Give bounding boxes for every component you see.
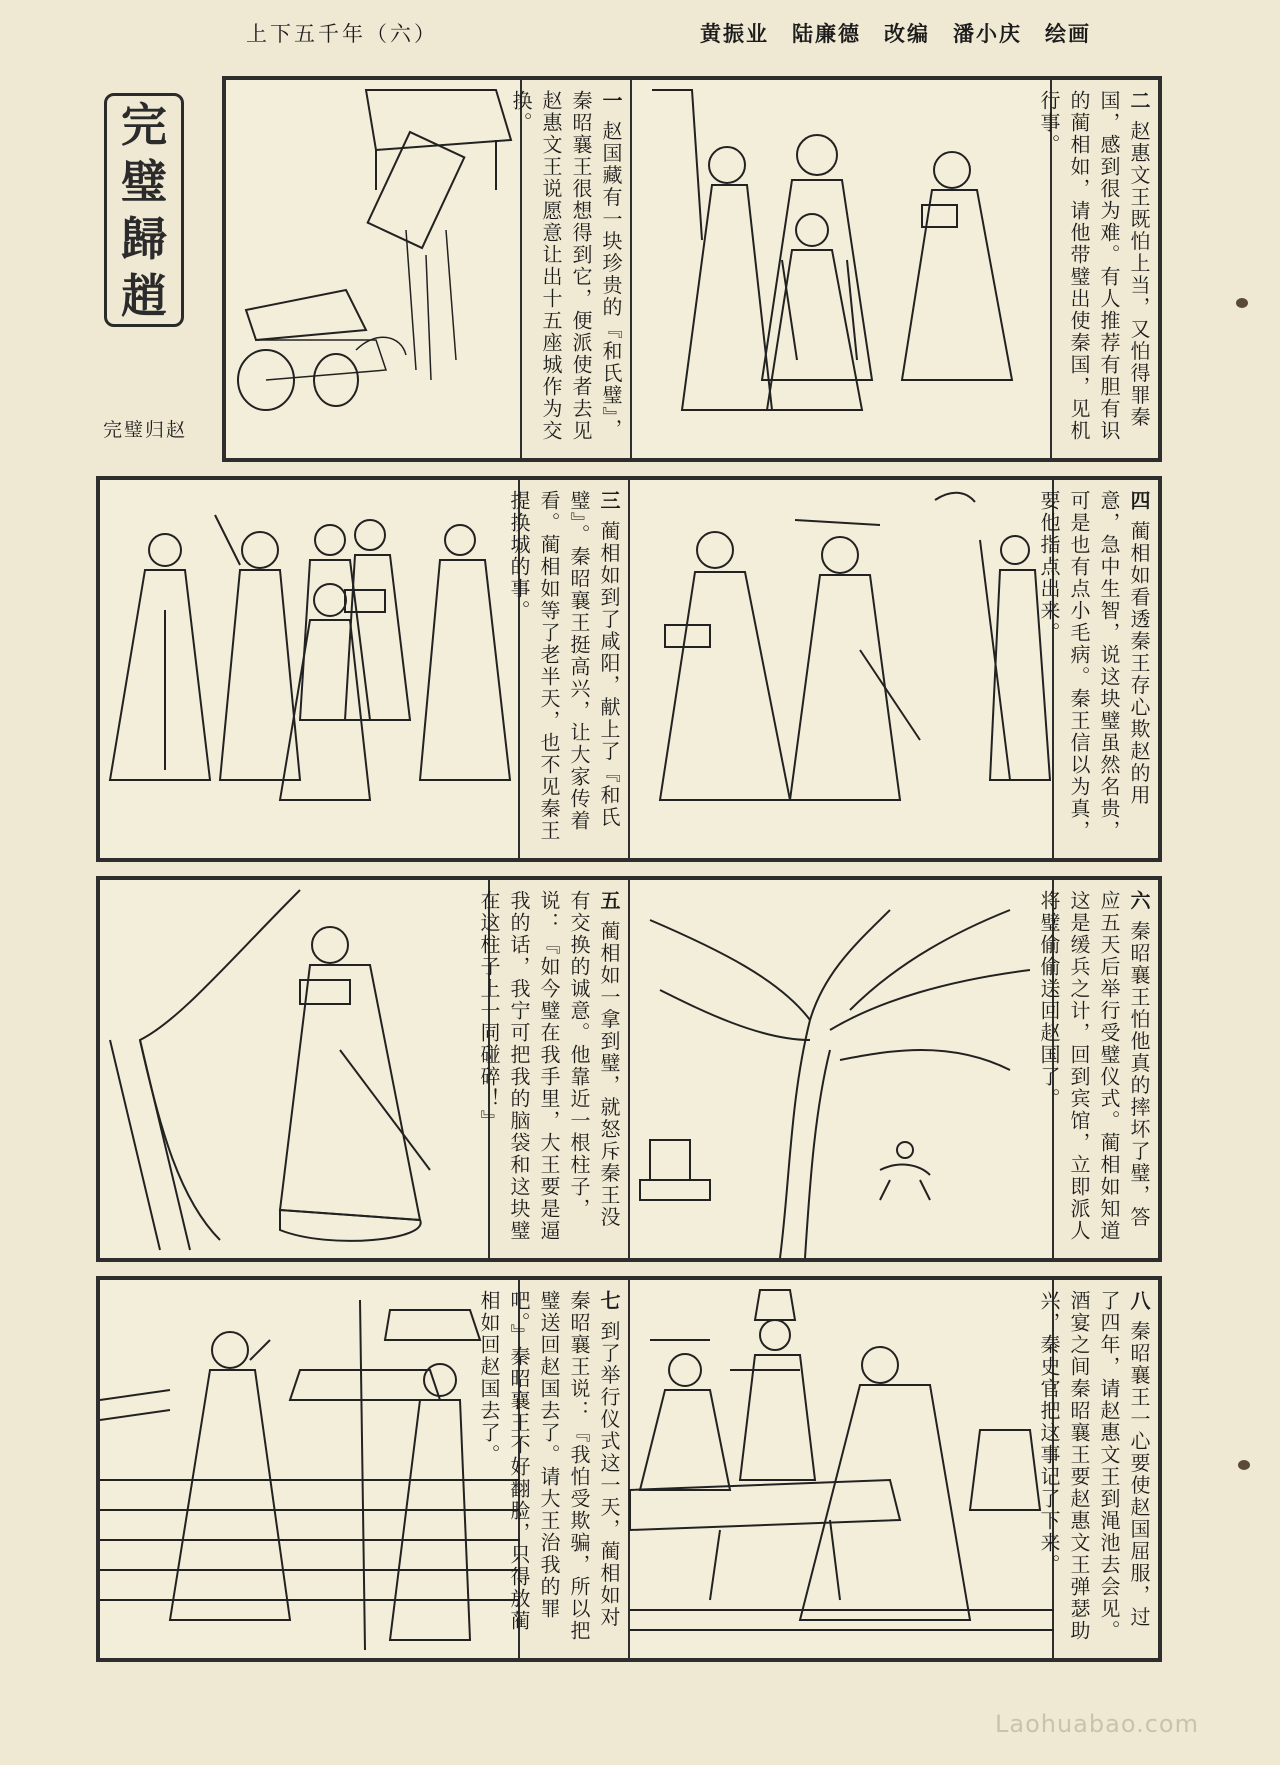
paper-stain bbox=[1238, 1460, 1250, 1470]
story-title: 完璧归赵 bbox=[103, 419, 188, 441]
panel-4-illustration bbox=[630, 480, 1054, 858]
panel-text: 秦昭襄王怕他真的摔坏了璧，答应五天后举行受璧仪式。蔺相如知道这是缓兵之计，回到宾馆，立即派人将璧偷偷送回赵国了。 bbox=[1037, 890, 1151, 1242]
panel-5-illustration bbox=[100, 880, 490, 1258]
banquet-drawing bbox=[630, 1280, 1054, 1658]
pillar-threat-drawing bbox=[100, 880, 490, 1258]
panel-3-caption bbox=[507, 480, 630, 858]
title-seal bbox=[104, 93, 184, 327]
panel-number: 三 bbox=[597, 490, 621, 512]
panel-8-illustration bbox=[630, 1280, 1054, 1658]
panel-5-caption bbox=[477, 880, 630, 1258]
panel-7-caption bbox=[477, 1280, 630, 1658]
panel-number: 二 bbox=[1127, 90, 1151, 112]
watermark: Laohuabao.com bbox=[995, 1710, 1199, 1738]
panel-3-illustration bbox=[100, 480, 520, 858]
panel-text: 秦昭襄王一心要使赵国屈服，过了四年，请赵惠文王到渑池去会见。酒宴之间秦昭襄王要赵惠文王弹瑟助兴，秦史官把这事记了下来。 bbox=[1037, 1290, 1151, 1642]
panel-number: 一 bbox=[599, 90, 623, 112]
panel-1-caption bbox=[509, 80, 632, 458]
comic-row-4 bbox=[96, 1276, 1162, 1662]
panel-2-illustration bbox=[632, 80, 1052, 458]
panel-text: 蔺相如看透秦王存心欺赵的用意，急中生智，说这块璧虽然名贵，可是也有点小毛病。秦王信以为真，要他指点出来。 bbox=[1037, 490, 1151, 842]
tree-rider-drawing bbox=[630, 880, 1054, 1258]
seal-char: 完 bbox=[121, 97, 167, 152]
panel-4-caption bbox=[1037, 480, 1158, 858]
seal-char: 趙 bbox=[121, 268, 167, 323]
panel-text: 赵惠文王既怕上当，又怕得罪秦国，感到很为难。有人推荐有胆有识的蔺相如，请他带璧出使秦国，见机行事。 bbox=[1037, 90, 1151, 442]
paper-stain bbox=[1236, 298, 1248, 308]
panel-7-illustration bbox=[100, 1280, 520, 1658]
panel-2-caption bbox=[1037, 80, 1158, 458]
panel-number: 七 bbox=[597, 1290, 621, 1312]
panel-number: 八 bbox=[1127, 1290, 1151, 1312]
court-officials-drawing bbox=[632, 80, 1052, 458]
panel-6-caption bbox=[1037, 880, 1158, 1258]
carriage-gate-drawing bbox=[226, 80, 522, 458]
credits: 黄振业 陆廉德 改编 潘小庆 绘画 bbox=[700, 21, 1091, 46]
seal-char: 歸 bbox=[121, 211, 167, 266]
panel-number: 四 bbox=[1127, 490, 1151, 512]
seal-char: 璧 bbox=[121, 154, 167, 209]
panel-number: 五 bbox=[597, 890, 621, 912]
panel-6-illustration bbox=[630, 880, 1054, 1258]
panel-8-caption bbox=[1037, 1280, 1158, 1658]
panel-text: 赵国藏有一块珍贵的『和氏璧』，秦昭襄王很想得到它，便派使者去见赵惠文王说愿意让出十五座城作为交换。 bbox=[509, 90, 623, 442]
panel-text: 蔺相如一拿到璧，就怒斥秦王没有交换的诚意。他靠近一根柱子，说：『如今璧在我手里，大王要是逼我的话，我宁可把我的脑袋和这块璧在这柱子上一同碰碎！』 bbox=[477, 890, 621, 1242]
passing-jade-drawing bbox=[100, 480, 520, 858]
panel-1-illustration bbox=[226, 80, 522, 458]
panel-number: 六 bbox=[1127, 890, 1151, 912]
series-title: 上下五千年（六） bbox=[246, 22, 438, 46]
comic-row-1 bbox=[222, 76, 1162, 462]
panel-text: 蔺相如到了咸阳，献上了『和氏璧』。秦昭襄王挺高兴，让大家传着看。蔺相如等了老半天，也不见秦王提换城的事。 bbox=[507, 490, 621, 842]
comic-row-3 bbox=[96, 876, 1162, 1262]
comic-row-2 bbox=[96, 476, 1162, 862]
palace-steps-drawing bbox=[100, 1280, 520, 1658]
panel-text: 到了举行仪式这一天，蔺相如对秦昭襄王说：『我怕受欺骗，所以把璧送回赵国去了。请大王治我的罪吧。』秦昭襄王不好翻脸，只得放蔺相如回赵国去了。 bbox=[477, 1290, 621, 1642]
king-and-minister-drawing bbox=[630, 480, 1054, 858]
